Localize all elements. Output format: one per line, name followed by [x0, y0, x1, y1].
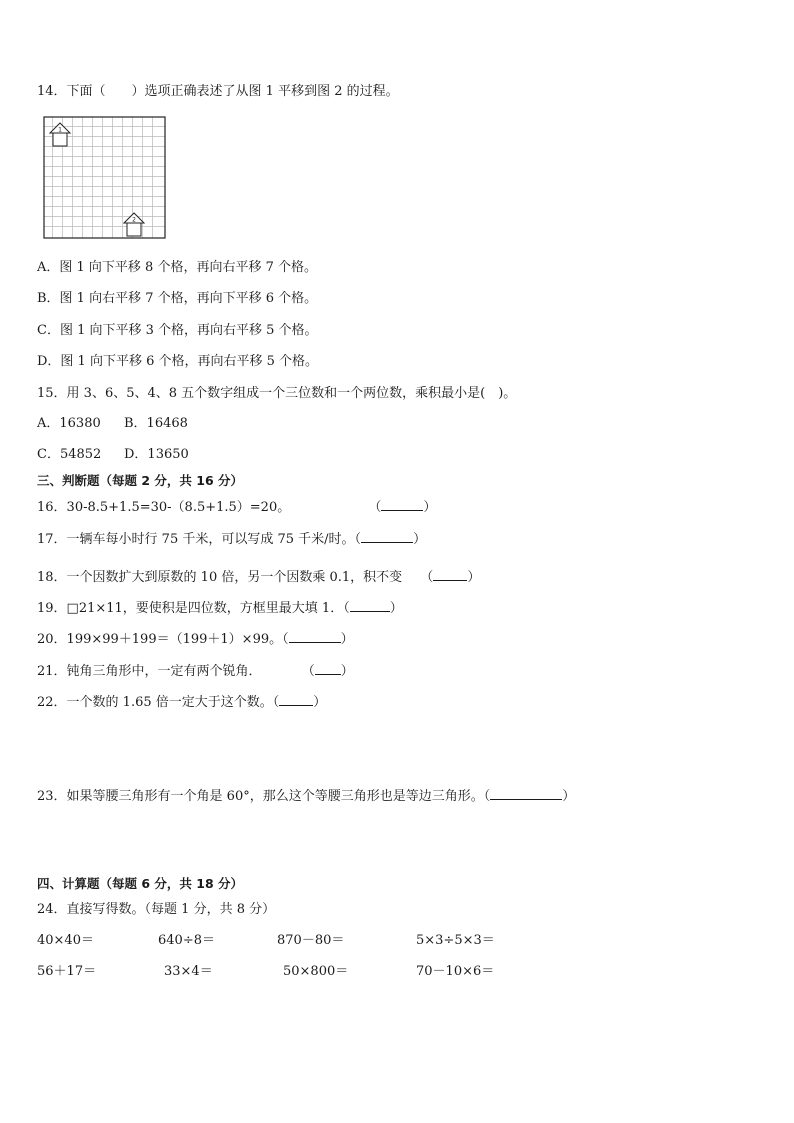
q17-answer-blank[interactable] [361, 531, 413, 543]
q20-text: 20．199×99＋199＝（199＋1）×99。 [37, 632, 283, 647]
q22-open-paren: （ [272, 695, 280, 710]
q22-answer-blank[interactable] [279, 694, 313, 706]
q15-option-d: D．13650 [124, 447, 189, 462]
section-4-title: 四、计算题（每题 6 分，共 18 分） [37, 876, 244, 891]
q23 [37, 788, 575, 805]
q16-close-paren: ） [423, 500, 437, 515]
q24-stem: 24．直接写得数。（每题 1 分，共 8 分） [37, 902, 276, 917]
q21 [37, 663, 354, 680]
q16-open-paren: （ [368, 500, 382, 515]
q20-close-paren: ） [340, 632, 354, 647]
q15-option-c: C．54852 [37, 447, 102, 462]
q22-text: 22．一个数的 1.65 倍一定大于这个数。 [37, 695, 273, 710]
q21-answer-blank[interactable] [315, 663, 341, 675]
q18 [37, 569, 480, 586]
q17 [37, 531, 426, 548]
q14-option-c: C．图 1 向下平移 3 个格，再向右平移 5 个格。 [37, 323, 318, 338]
q14-grid-figure [43, 116, 167, 240]
q16 [37, 499, 436, 516]
q15-stem: 15．用 3、6、5、4、8 五个数字组成一个三位数和一个两位数，乘积最小是( )。 [37, 386, 517, 401]
q14-option-a: A．图 1 向下平移 8 个格，再向右平移 7 个格。 [37, 260, 317, 275]
calc-item: 640÷8＝ [158, 933, 215, 948]
q18-answer-blank[interactable] [433, 569, 467, 581]
q17-text: 17．一辆车每小时行 75 千米，可以写成 75 千米/时。 [37, 532, 355, 547]
q23-answer-blank[interactable] [490, 788, 562, 800]
q15-option-a: A．16380 [37, 416, 101, 431]
q19-open-paren: （ [343, 601, 350, 616]
q16-text: 16．30-8.5+1.5=30-（8.5+1.5）=20。 [37, 500, 291, 515]
q21-text: 21．钝角三角形中，一定有两个锐角． [37, 664, 262, 679]
calc-item: 50×800＝ [283, 964, 349, 979]
q18-text: 18．一个因数扩大到原数的 10 倍，另一个因数乘 0.1，积不变 [37, 570, 403, 585]
calc-item: 56＋17＝ [37, 964, 97, 979]
q16-answer-blank[interactable] [381, 499, 423, 511]
q15-option-b: B．16468 [124, 416, 188, 431]
q19 [37, 600, 403, 617]
q23-text: 23．如果等腰三角形有一个角是 60°，那么这个等腰三角形也是等边三角形。 [37, 789, 484, 804]
q19-text: 19．□21×11，要使积是四位数，方框里最大填 1． [37, 601, 344, 616]
q14-option-b: B．图 1 向右平移 7 个格，再向下平移 6 个格。 [37, 291, 318, 306]
q23-close-paren: ） [562, 789, 576, 804]
q20 [37, 631, 354, 648]
q22 [37, 694, 326, 711]
calc-item: 870－80＝ [277, 933, 345, 948]
q17-close-paren: ） [413, 532, 427, 547]
q21-close-paren: ） [340, 664, 354, 679]
q23-open-paren: （ [483, 789, 491, 804]
calc-item: 70－10×6＝ [416, 964, 495, 979]
q14-option-d: D．图 1 向下平移 6 个格，再向右平移 5 个格。 [37, 354, 319, 369]
q20-open-paren: （ [282, 632, 289, 647]
q18-close-paren: ） [467, 570, 481, 585]
q18-open-paren: （ [420, 570, 434, 585]
calc-item: 33×4＝ [164, 964, 213, 979]
calc-item: 40×40＝ [37, 933, 94, 948]
calc-item: 5×3÷5×3＝ [416, 933, 495, 948]
q19-close-paren: ） [389, 601, 403, 616]
figure-2-label: 2 [132, 216, 136, 224]
q21-open-paren: （ [301, 664, 315, 679]
q22-close-paren: ） [313, 695, 327, 710]
figure-1-label: 1 [58, 126, 62, 134]
section-3-title: 三、判断题（每题 2 分，共 16 分） [37, 473, 244, 488]
q19-answer-blank[interactable] [350, 600, 390, 612]
q14-stem: 14．下面（ ）选项正确表述了从图 1 平移到图 2 的过程。 [37, 84, 399, 99]
q17-open-paren: （ [354, 532, 362, 547]
q20-answer-blank[interactable] [289, 631, 341, 643]
